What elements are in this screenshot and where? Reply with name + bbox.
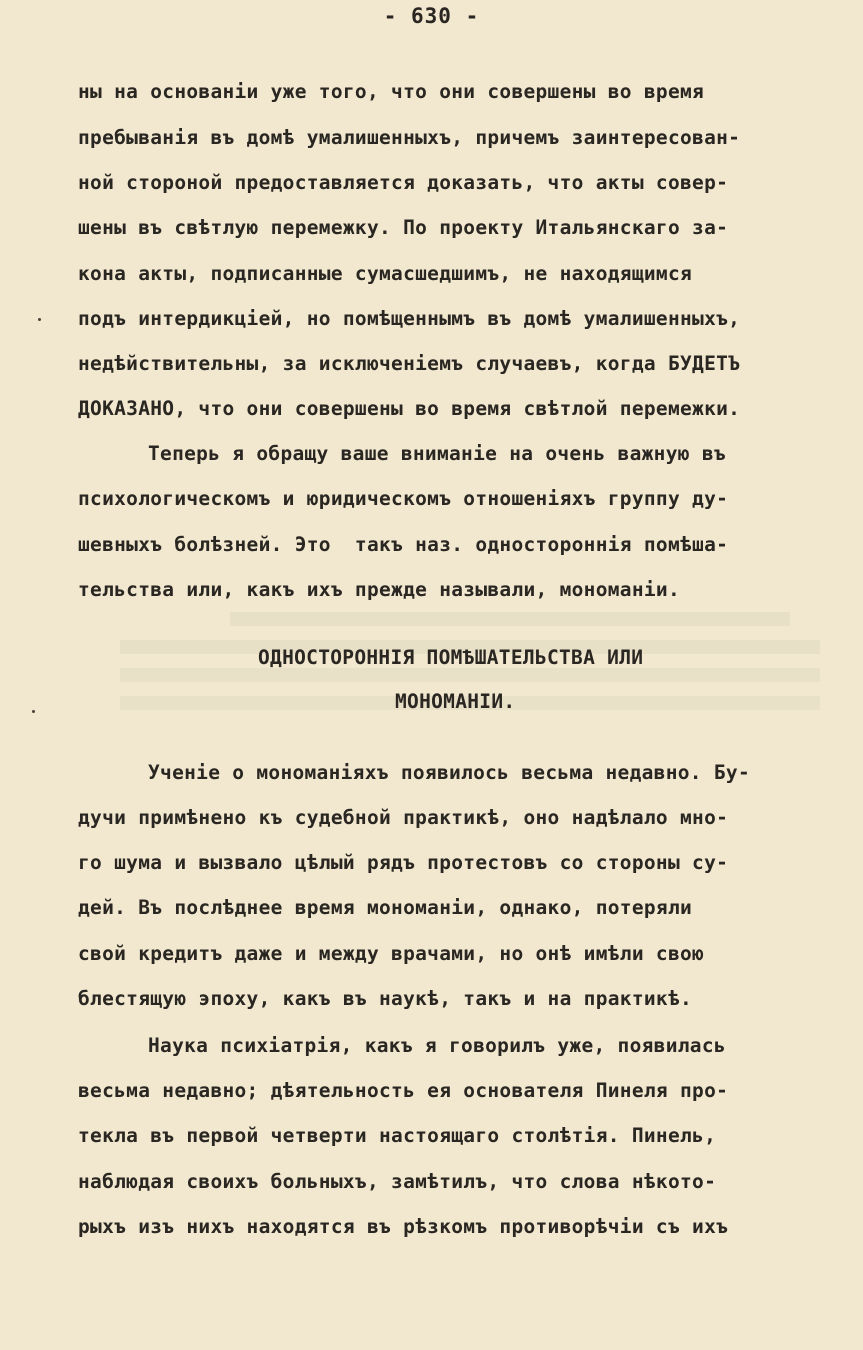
paragraph-2-line: психологическомъ и юридическомъ отношенiяхъ группу ду- bbox=[78, 487, 729, 510]
paragraph-1-line: ны на основанiи уже того, что они совершены во время bbox=[78, 80, 705, 103]
paragraph-3-line: дучи примѣнено къ судебной практикѣ, оно надѣлало мно- bbox=[78, 806, 729, 829]
paragraph-1-line: пребыванiя въ домѣ умалишенныхъ, причемъ заинтересован- bbox=[78, 126, 741, 149]
ink-speck bbox=[32, 710, 35, 713]
paragraph-1-line: шены въ свѣтлую перемежку. По проекту Итальянскаго за- bbox=[78, 216, 729, 239]
paragraph-4-line: наблюдая своихъ больныхъ, замѣтилъ, что слова нѣкото- bbox=[78, 1170, 717, 1193]
ink-speck bbox=[38, 318, 41, 321]
paragraph-1-line: подъ интердикцiей, но помѣщеннымъ въ домѣ умалишенныхъ, bbox=[78, 307, 741, 330]
paragraph-1-line: ной стороной предоставляется доказать, что акты совер- bbox=[78, 171, 729, 194]
paragraph-1-line: ДОКАЗАНО, что они совершены во время свѣтлой перемежки. bbox=[78, 397, 741, 420]
paragraph-2-line: тельства или, какъ ихъ прежде называли, мономанiи. bbox=[78, 578, 680, 601]
bleed-through-mark bbox=[120, 668, 820, 682]
paragraph-1-line: кона акты, подписанные сумасшедшимъ, не находящимся bbox=[78, 262, 693, 285]
paragraph-1-line: недѣйствительны, за исключенiемъ случаевъ, когда БУДЕТЪ bbox=[78, 352, 741, 375]
section-heading: ОДНОСТОРОННIЯ ПОМѢШАТЕЛЬСТВА ИЛИ bbox=[258, 646, 644, 669]
paragraph-3-line: дей. Въ послѣднее время мономанiи, однако, потеряли bbox=[78, 896, 693, 919]
paragraph-3-line: свой кредитъ даже и между врачами, но онѣ имѣли свою bbox=[78, 942, 705, 965]
paragraph-2-line: шевныхъ болѣзней. Это такъ наз. одностороннiя помѣша- bbox=[78, 533, 729, 556]
paragraph-4-line: весьма недавно; дѣятельность ея основателя Пинеля про- bbox=[78, 1079, 729, 1102]
paragraph-4-line: Наука психiатрiя, какъ я говорилъ уже, появилась bbox=[148, 1034, 726, 1057]
paragraph-4-line: текла въ первой четверти настоящаго столѣтiя. Пинель, bbox=[78, 1124, 717, 1147]
paragraph-3-line: блестящую эпоху, какъ въ наукѣ, такъ и на практикѣ. bbox=[78, 987, 693, 1010]
bleed-through-mark bbox=[230, 612, 790, 626]
paragraph-2-line: Теперь я обращу ваше вниманiе на очень важную въ bbox=[148, 442, 726, 465]
paragraph-3-line: го шума и вызвало цѣлый рядъ протестовъ со стороны су- bbox=[78, 851, 729, 874]
paragraph-3-line: Ученiе о мономанiяхъ появилось весьма недавно. Бу- bbox=[148, 761, 750, 784]
page-number: - 630 - bbox=[383, 4, 480, 28]
paragraph-4-line: рыхъ изъ нихъ находятся въ рѣзкомъ противорѣчiи съ ихъ bbox=[78, 1215, 729, 1238]
section-heading: МОНОМАНIИ. bbox=[395, 690, 516, 713]
